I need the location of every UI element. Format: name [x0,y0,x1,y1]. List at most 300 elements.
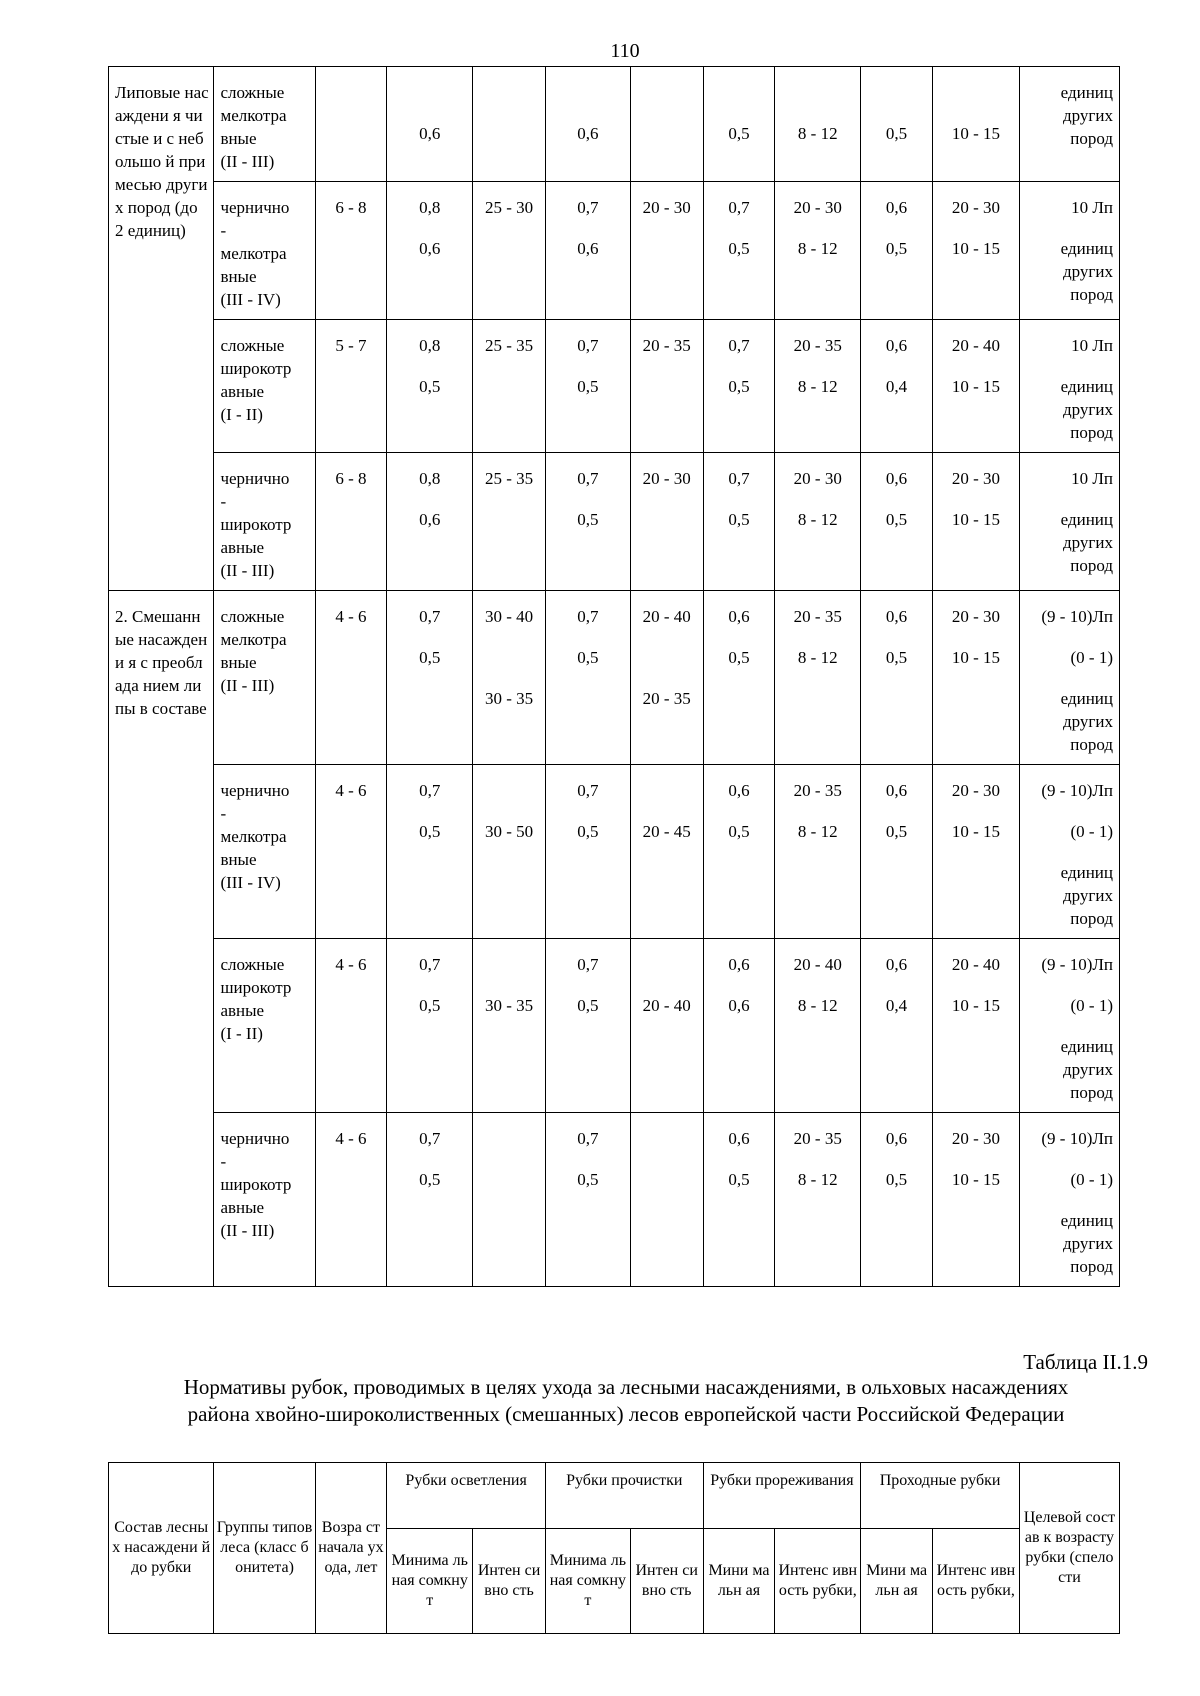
value-line: 10 - 15 [951,996,1000,1015]
value-line [635,646,699,669]
value-line [865,81,928,104]
value-cell-c8 [932,67,1019,182]
value-line: 30 - 50 [484,822,534,841]
start-age-cell: 4 - 6 [315,765,387,939]
value-line: 8 - 12 [797,822,838,841]
value-cell-c4 [630,1113,703,1287]
value-line: 0,6 [728,781,750,800]
header-intensity-2: Интен сивно сть [630,1529,703,1634]
value-line [550,81,626,104]
value-cell-c8 [932,453,1019,591]
value-line [635,779,699,802]
forest-type-cell [214,320,315,453]
header-intensity-1: Интен сивно сть [473,1529,546,1634]
value-line: 0,7 [577,607,599,626]
value-line: 10 - 15 [951,822,1000,841]
value-line [937,81,1015,104]
target-line: других [1063,1060,1113,1079]
target-line: пород [1070,556,1113,575]
target-line: других [1063,886,1113,905]
forest-type-line: чернично [220,781,290,800]
value-cell-c7 [861,182,933,320]
value-cell-c5 [703,67,775,182]
forest-type-line: сложные [220,336,285,355]
value-line: 0,5 [577,1170,599,1189]
value-line: 30 - 35 [484,689,534,708]
forest-type-line: - [220,221,227,240]
value-line: 20 - 30 [642,198,691,217]
start-age-cell [315,67,387,182]
value-line [635,81,699,104]
value-line: 20 - 35 [793,336,842,355]
value-cell-c1 [387,1113,473,1287]
value-cell-c5 [703,1113,775,1287]
value-cell-c6 [775,1113,861,1287]
value-cell-c7 [861,320,933,453]
forest-type-line: мелкотра [220,244,287,263]
value-line [635,237,699,260]
target-composition-cell [1019,1113,1119,1287]
target-composition-cell [1019,67,1119,182]
value-line [865,687,928,710]
forest-type-line: авные [220,1198,265,1217]
value-cell-c5 [703,320,775,453]
value-cell-c8 [932,591,1019,765]
target-line: пород [1070,129,1113,148]
table-number: Таблица II.1.9 [1023,1350,1148,1374]
value-line [635,122,699,145]
norms-table-header [108,1462,1120,1634]
header-row-1 [109,1463,1120,1529]
value-line: 8 - 12 [797,239,838,258]
value-line [779,687,856,710]
target-line: единиц [1060,377,1113,396]
value-cell-c8 [932,765,1019,939]
value-cell-c4 [630,182,703,320]
value-cell-c4 [630,591,703,765]
forest-type-cell [214,67,315,182]
value-line: 20 - 30 [951,1129,1000,1148]
forest-type-line: широкотр [220,978,292,997]
value-cell-c7 [861,765,933,939]
header-cleaning: Рубки прочистки [545,1463,703,1529]
forest-type-cell [214,765,315,939]
value-line: 0,5 [577,822,599,841]
forest-type-line: (II - III) [220,561,275,580]
value-line: 0,8 [419,469,441,488]
value-cell-c4 [630,453,703,591]
value-line: 0,7 [577,469,599,488]
value-line: 0,5 [728,124,750,143]
value-line: 0,5 [577,648,599,667]
value-line: 0,5 [728,1170,750,1189]
value-line: 0,5 [728,377,750,396]
target-line: других [1063,262,1113,281]
value-line: 0,5 [419,822,441,841]
value-line: 10 - 15 [951,1170,1000,1189]
target-line: пород [1070,909,1113,928]
value-line: 0,6 [419,124,441,143]
value-line [937,687,1015,710]
target-line: других [1063,712,1113,731]
value-line: 0,7 [577,198,599,217]
value-line [477,375,541,398]
value-line: 0,5 [885,124,908,143]
target-line: (0 - 1) [1070,996,1113,1015]
forest-type-line: мелкотра [220,106,287,125]
target-line: (0 - 1) [1070,1170,1113,1189]
target-line: других [1063,1234,1113,1253]
header-intensity-4: Интенс ивность рубки, [932,1529,1019,1634]
value-cell-c6 [775,765,861,939]
value-cell-c6 [775,182,861,320]
target-line: единиц [1060,1037,1113,1056]
value-cell-c3 [545,765,630,939]
forest-type-line: чернично [220,198,290,217]
value-line: 8 - 12 [797,648,838,667]
value-line: 20 - 35 [642,336,691,355]
target-line: 10 Лп [1071,198,1113,217]
value-cell-c1 [387,591,473,765]
forest-type-cell [214,182,315,320]
value-line: 0,6 [728,607,750,626]
table-title-line-2: района хвойно-широколиственных (смешанных) лесов европейской части Российской Федерации [187,1402,1065,1426]
value-cell-c7 [861,939,933,1113]
value-line: 20 - 40 [642,607,691,626]
value-line: 0,7 [577,1129,599,1148]
value-line: 20 - 30 [793,469,842,488]
target-line: пород [1070,735,1113,754]
value-line [635,1168,699,1191]
forest-type-line: авные [220,1001,265,1020]
table-row [109,67,1120,182]
forest-type-line: сложные [220,83,285,102]
value-line: 8 - 12 [797,124,838,143]
value-line [635,953,699,976]
start-age-cell: 6 - 8 [315,453,387,591]
start-age-cell: 4 - 6 [315,591,387,765]
value-line: 20 - 35 [793,607,842,626]
value-line: 0,5 [885,648,908,667]
value-line: 25 - 35 [484,336,534,355]
value-line: 20 - 35 [642,689,691,708]
value-line: 0,6 [885,1129,908,1148]
value-line [477,122,541,145]
value-line: 0,5 [728,239,750,258]
value-cell-c3 [545,320,630,453]
table-row [109,453,1120,591]
value-cell-c8 [932,1113,1019,1287]
start-age-cell: 5 - 7 [315,320,387,453]
value-line [477,646,541,669]
forest-type-line: (I - II) [220,405,263,424]
value-line [477,779,541,802]
header-passage-cuttings: Проходные рубки [861,1463,1020,1529]
target-composition-cell [1019,182,1119,320]
value-line: 0,7 [419,955,441,974]
table-row [109,765,1120,939]
value-cell-c7 [861,591,933,765]
target-line: 10 Лп [1071,336,1113,355]
value-cell-c2 [473,1113,546,1287]
value-cell-c5 [703,765,775,939]
value-cell-c8 [932,320,1019,453]
forest-type-line: авные [220,382,265,401]
forest-type-line: - [220,804,227,823]
value-line: 8 - 12 [797,1170,838,1189]
value-cell-c6 [775,939,861,1113]
table-body [109,67,1120,1287]
target-line: единиц [1060,863,1113,882]
forest-type-line: широкотр [220,359,292,378]
value-cell-c6 [775,320,861,453]
value-cell-c3 [545,453,630,591]
table-row [109,939,1120,1113]
value-line: 0,6 [577,239,599,258]
value-line: 0,8 [419,336,441,355]
value-line: 20 - 35 [793,1129,842,1148]
target-line: (9 - 10)Лп [1041,781,1113,800]
value-line: 0,6 [885,336,908,355]
value-cell-c4 [630,320,703,453]
value-cell-c4 [630,67,703,182]
forest-type-line: вные [220,653,257,672]
value-line [477,953,541,976]
composition-cell: Липовые насаждени я чистые и с небольшо й примесью других пород (до 2 единиц) [109,67,214,591]
value-cell-c1 [387,939,473,1113]
value-line: 20 - 30 [951,469,1000,488]
value-line: 10 - 15 [951,377,1000,396]
value-cell-c3 [545,67,630,182]
table-title [100,1374,1152,1428]
value-line: 0,7 [419,781,441,800]
target-line: единиц [1060,689,1113,708]
value-cell-c8 [932,939,1019,1113]
value-line: 0,7 [728,336,750,355]
target-line: единиц [1060,83,1113,102]
forest-type-line: сложные [220,607,285,626]
target-line: (9 - 10)Лп [1041,1129,1113,1148]
value-line: 25 - 35 [484,469,534,488]
value-cell-c2 [473,67,546,182]
value-cell-c4 [630,765,703,939]
value-line: 0,7 [577,781,599,800]
forest-type-line: сложные [220,955,285,974]
value-cell-c6 [775,67,861,182]
target-line: других [1063,533,1113,552]
value-line [635,1127,699,1150]
forest-type-line: (I - II) [220,1024,263,1043]
value-line: 10 - 15 [951,239,1000,258]
value-line: 20 - 40 [951,955,1000,974]
value-line: 20 - 30 [793,198,842,217]
forest-type-line: вные [220,267,257,286]
forest-type-line: - [220,1152,227,1171]
value-line: 0,7 [577,336,599,355]
forest-type-line: (II - III) [220,1221,275,1240]
value-line [708,687,771,710]
value-line: 20 - 30 [951,198,1000,217]
value-cell-c1 [387,67,473,182]
value-line: 30 - 35 [484,996,534,1015]
value-cell-c3 [545,591,630,765]
page-number: 110 [610,40,640,62]
composition-cell: 2. Смешанн ые насаждени я с преоблада нием липы в составе [109,591,214,1287]
value-line: 0,6 [728,996,750,1015]
target-line: пород [1070,423,1113,442]
value-line: 0,5 [728,822,750,841]
value-line: 10 - 15 [951,648,1000,667]
start-age-cell: 6 - 8 [315,182,387,320]
value-cell-c2 [473,939,546,1113]
target-line: (9 - 10)Лп [1041,955,1113,974]
target-line: (0 - 1) [1070,648,1113,667]
value-line [708,81,771,104]
value-line [635,508,699,531]
value-line: 0,7 [577,955,599,974]
value-cell-c2 [473,320,546,453]
target-line: (9 - 10)Лп [1041,607,1113,626]
forest-type-line: вные [220,850,257,869]
forest-type-line: чернично [220,1129,290,1148]
forest-type-line: авные [220,538,265,557]
table-title-line-1: Нормативы рубок, проводимых в целях ухода за лесными насаждениями, в ольховых насаждениях [183,1375,1069,1399]
value-cell-c2 [473,765,546,939]
table-row [109,320,1120,453]
value-line: 0,5 [419,996,441,1015]
value-cell-c5 [703,453,775,591]
value-cell-c4 [630,939,703,1113]
header-clarification: Рубки осветления [387,1463,546,1529]
value-line [477,237,541,260]
forest-type-line: (III - IV) [220,873,281,892]
value-cell-c3 [545,939,630,1113]
value-line: 0,4 [885,377,908,396]
header-target-composition: Целевой состав к возрасту рубки (спелости [1019,1463,1119,1634]
value-cell-c5 [703,939,775,1113]
target-line: других [1063,106,1113,125]
forest-type-line: - [220,492,227,511]
value-line: 0,5 [577,377,599,396]
value-line: 20 - 30 [951,607,1000,626]
value-line [391,687,468,710]
target-line: пород [1070,285,1113,304]
header-min-4: Мини мальн ая [861,1529,933,1634]
value-line: 0,6 [885,198,908,217]
value-cell-c7 [861,453,933,591]
value-line: 0,6 [885,955,908,974]
value-line: 20 - 30 [951,781,1000,800]
value-line: 0,5 [885,510,908,529]
value-line: 0,6 [728,1129,750,1148]
target-composition-cell [1019,939,1119,1113]
value-cell-c3 [545,1113,630,1287]
value-line [477,1168,541,1191]
target-line: единиц [1060,239,1113,258]
value-line [477,1127,541,1150]
forest-type-cell [214,453,315,591]
target-composition-cell [1019,765,1119,939]
forest-type-line: (II - III) [220,152,275,171]
forest-type-line: чернично [220,469,290,488]
value-line: 0,7 [419,1129,441,1148]
table-row [109,591,1120,765]
value-line: 10 - 15 [951,124,1000,143]
value-line: 20 - 30 [642,469,691,488]
value-line: 0,6 [577,124,599,143]
value-line: 0,5 [419,1170,441,1189]
value-cell-c1 [387,765,473,939]
value-line: 0,6 [885,781,908,800]
value-line: 0,4 [885,996,908,1015]
value-line: 20 - 35 [793,781,842,800]
value-cell-c2 [473,591,546,765]
header-min-density-1: Минима льная сомкнут [387,1529,473,1634]
start-age-cell: 4 - 6 [315,1113,387,1287]
value-cell-c7 [861,67,933,182]
value-line: 20 - 40 [642,996,691,1015]
value-line: 0,5 [419,377,441,396]
value-line: 20 - 45 [642,822,691,841]
value-cell-c8 [932,182,1019,320]
value-line: 0,5 [728,510,750,529]
header-min-density-2: Минима льная сомкнут [545,1529,630,1634]
forest-type-line: мелкотра [220,827,287,846]
value-line: 0,7 [728,469,750,488]
target-composition-cell [1019,453,1119,591]
value-cell-c1 [387,320,473,453]
value-line: 10 - 15 [951,510,1000,529]
value-line: 25 - 30 [484,198,534,217]
value-cell-c1 [387,453,473,591]
value-cell-c1 [387,182,473,320]
value-line: 0,6 [885,607,908,626]
value-line: 0,8 [419,198,441,217]
value-cell-c2 [473,182,546,320]
value-line: 0,7 [728,198,750,217]
target-line: единиц [1060,1211,1113,1230]
header-forest-groups: Группы типов леса (класс бонитета) [214,1463,315,1634]
value-cell-c7 [861,1113,933,1287]
header-composition: Состав лесных насаждени й до рубки [109,1463,214,1634]
target-line: (0 - 1) [1070,822,1113,841]
target-line: единиц [1060,510,1113,529]
value-line: 0,6 [885,469,908,488]
target-line: пород [1070,1257,1113,1276]
target-line: других [1063,400,1113,419]
value-line [550,687,626,710]
value-cell-c6 [775,453,861,591]
table-row [109,1113,1120,1287]
value-line: 0,5 [728,648,750,667]
value-line: 20 - 40 [951,336,1000,355]
value-line: 0,6 [728,955,750,974]
forest-type-line: вные [220,129,257,148]
forest-type-line: (II - III) [220,676,275,695]
forest-type-line: широкотр [220,515,292,534]
value-line: 0,5 [885,1170,908,1189]
header-start-age: Возра ст начала ухода, лет [315,1463,387,1634]
target-line: пород [1070,1083,1113,1102]
value-line: 0,6 [419,239,441,258]
value-line: 30 - 40 [484,607,534,626]
header-thinning: Рубки прореживания [703,1463,861,1529]
target-composition-cell [1019,591,1119,765]
table-row [109,182,1120,320]
value-cell-c5 [703,182,775,320]
value-line: 0,7 [419,607,441,626]
value-line: 20 - 40 [793,955,842,974]
